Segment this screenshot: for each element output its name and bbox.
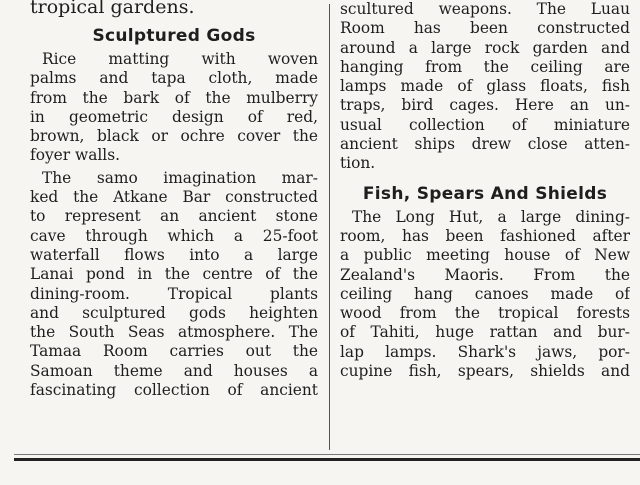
text-line: from the bark of the mulberry — [30, 88, 318, 107]
heading-sculptured-gods: Sculptured Gods — [92, 26, 256, 46]
heading-fish-spears-shields: Fish, Spears And Shields — [362, 183, 608, 204]
paragraph-atkane-bar — [30, 169, 318, 401]
text-line: around a large rock garden and — [340, 38, 630, 57]
text-line: hanging from the ceiling are — [340, 57, 630, 76]
text-line: and sculptured gods heighten — [30, 303, 318, 322]
text-line: ked the Atkane Bar constructed — [30, 188, 318, 207]
text-line: foyer walls. — [30, 146, 120, 165]
text-line: a public meeting house of New — [340, 246, 630, 265]
bottom-rule-thin — [14, 454, 640, 455]
text-line: the South Seas atmosphere. The — [30, 323, 318, 342]
text-line: palms and tapa cloth, made — [30, 69, 318, 88]
text-line: lamps made of glass floats, fish — [340, 77, 630, 96]
paragraph-rice-matting — [30, 50, 318, 166]
text-line: tion. — [340, 154, 376, 173]
text-line: wood from the tropical forests — [340, 304, 630, 323]
text-line: Tamaa Room carries out the — [30, 342, 318, 361]
text-line: Zealand's Maoris. From the — [340, 265, 630, 284]
text-line: dining-room. Tropical plants — [30, 284, 318, 303]
text-line: to represent an ancient stone — [30, 207, 318, 226]
text-line: scultured weapons. The Luau — [340, 0, 630, 18]
text-line: room, has been fashioned after — [340, 226, 630, 245]
text-line: ancient ships drew close atten- — [340, 135, 630, 154]
text-line: cave through which a 25-foot — [30, 226, 318, 245]
text-line: usual collection of miniature — [340, 115, 630, 134]
right-column — [340, 0, 630, 381]
text-line: The samo imagination mar- — [42, 168, 318, 187]
text-line: Samoan theme and houses a — [30, 361, 318, 380]
text-line: ceiling hang canoes made of — [340, 284, 630, 303]
text-line: Lanai pond in the centre of the — [30, 265, 318, 284]
bottom-rule-thick — [14, 458, 640, 461]
text-line: waterfall flows into a large — [30, 245, 318, 264]
text-line: of Tahiti, huge rattan and bur- — [340, 323, 630, 342]
text-line: lap lamps. Shark's jaws, por- — [340, 342, 630, 361]
left-column — [30, 0, 318, 400]
column-divider — [329, 4, 330, 450]
paragraph-luau-room — [340, 0, 630, 174]
text-line: The Long Hut, a large dining- — [352, 207, 630, 226]
text-line: traps, bird cages. Here an un- — [340, 96, 630, 115]
text-line: cupine fish, spears, shields and — [340, 362, 630, 381]
continued-line: tropical gardens. — [30, 0, 195, 18]
text-line: Room has been constructed — [340, 19, 630, 38]
text-line: in geometric design of red, — [30, 107, 318, 126]
text-line: fascinating collection of ancient — [30, 381, 318, 400]
text-line: brown, black or ochre cover the — [30, 127, 318, 146]
text-line: Rice matting with woven — [42, 50, 318, 68]
paragraph-long-hut — [340, 208, 630, 382]
